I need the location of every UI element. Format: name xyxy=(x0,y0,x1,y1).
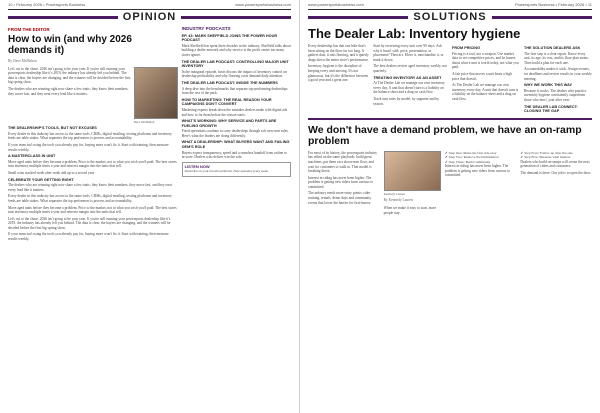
section-title-opinion: OPINION xyxy=(122,11,177,23)
editor-paragraph: If your team isn't using the tools you already pay for, buying more won't fix it. Start with training, then measure results weekly. xyxy=(8,142,169,152)
left-folio: 10 • February 2026 • Powersports Business xyxy=(8,2,86,7)
step-item: ✓ Step One: Make the first ride easy xyxy=(445,151,517,155)
author-photo-caption: Kennedy Lauren xyxy=(383,191,405,196)
editor-byline: By Dave McMahon xyxy=(8,59,37,63)
podcast-summary: In the inaugural episode, hosts discuss the impact of inventory control on dealership profitability and why flooring costs demand daily attention. xyxy=(181,69,287,79)
on-ramp-headline: We don't have a demand problem, we have an on-ramp problem xyxy=(308,123,582,148)
left-folio-bar xyxy=(8,0,291,10)
article-paragraph: Because it works. The dealers who practice inventory hygiene consistently outperform those who don't, year after year. xyxy=(524,88,587,102)
podcasts-column xyxy=(182,27,291,244)
podcasts-kicker: INDUSTRY PODCASTS xyxy=(181,26,231,31)
podcast-title[interactable]: WHAT'S WORKING: WHY SERVICE AND PARTS ARE FUELING GROWTH xyxy=(181,119,277,128)
dealer-lab-headline: The Dealer Lab: Inventory hygiene xyxy=(308,26,521,41)
podcast-summary: Marketing experts break down the mistakes dealers make with digital ads and how to fix them before the season starts. xyxy=(181,107,288,117)
article-subhead: THE SOLUTION DEALERS ASK xyxy=(524,46,581,50)
editor-column xyxy=(8,27,178,244)
step-item: ✓ Step Two: Remove the intimidation xyxy=(445,155,517,159)
podcast-summary: Fixed operations continue to carry dealerships through soft new-unit sales. Here's what the leaders are doing differently. xyxy=(181,129,289,138)
article-paragraph: Every dealership has that one bike that's been sitting on the floor far too long. It gathers dust, it eats flooring, and it quietly drags down the entire store's performance. xyxy=(308,44,369,62)
step-item: ✓ Step Four: Follow up after the sale xyxy=(520,151,592,155)
left-site: www.powersportsbusiness.com xyxy=(235,2,291,7)
feature-paragraph: For most of its history, the powersports industry has relied on the same playbook: build great machines, put them on a showroom floor, and wait for customers to walk in. That model is breaking down. xyxy=(308,150,378,174)
article-paragraph: The best dealers review aged inventory weekly, not quarterly. xyxy=(373,64,448,73)
editor-paragraph: The dealers who are winning right now share a few traits: they know their numbers, they move fast, and they treat every lead like it matters. xyxy=(8,183,172,192)
steps-list xyxy=(445,151,517,164)
step-item: ✓ Step Three: Build community xyxy=(445,160,517,164)
feature-paragraph: Interest in riding has never been higher. The problem is getting new riders from curious to committed. xyxy=(308,175,374,189)
right-folio: Powersports Business • February 2026 • 11 xyxy=(515,2,592,7)
right-site: www.powersportsbusiness.com xyxy=(308,2,364,7)
article-subhead: THE DEALER LAB CONNECT: CLOSING THE GAP xyxy=(524,104,578,114)
editor-paragraph: Let's cut to the chase. 2026 isn't going to be your year. If you're still running your powersports dealership like it's 2019, the industry has already left you behind. The data is clear, the buyers are changing, and the winners will be decided before the first big spring show. xyxy=(8,216,171,230)
promo-heading: LISTEN NOW xyxy=(184,163,210,169)
podcast-title[interactable]: HOW TO MARKETING: THE REAL REASON YOUR CAMPAIGNS DON'T CONVERT xyxy=(181,97,272,107)
right-folio-bar xyxy=(308,0,592,10)
editor-paragraph: The dealers who are winning right now share a few traits: they know their numbers, they move fast, and they treat every lead like it matters. xyxy=(8,86,129,96)
editor-paragraph: Let's cut to the chase. 2026 isn't going to be your year. If you're still running your powersports dealership like it's 2019, the industry has already left you behind. The data is clear, the buyers are changing, and the winners will be decided before the first big spring show. xyxy=(8,66,131,85)
article-paragraph: Start by reviewing every unit over 90 days. Ask why it hasn't sold: price, presentation, or placement? Then act. Move it, merchandise it, or mark it down. xyxy=(373,44,444,62)
editor-subhead: CELEBRATE YOUR GETTING RIGHT xyxy=(8,177,74,182)
editor-photo-caption: Dave McMahon xyxy=(133,119,155,124)
promo-text: Subscribe on your favorite platform. New episodes every week. xyxy=(184,169,269,174)
right-page xyxy=(300,0,600,413)
article-paragraph: Accountability makes it stick. Assign owners, set deadlines and review results in your weekly meeting. xyxy=(524,67,592,81)
article-paragraph: A fair price that moves a unit beats a high price that doesn't. xyxy=(452,71,512,81)
steps-list xyxy=(520,151,592,160)
article-paragraph: Pricing is a tool, not a weapon. Use market data to set competitive prices, and be honest about what a unit is worth today, not what you paid. xyxy=(452,51,519,70)
feature-paragraph: The demand is there. Our job is to open the door. xyxy=(520,170,591,175)
on-ramp-feature xyxy=(308,118,592,217)
section-title-solutions: SOLUTIONS xyxy=(413,11,487,23)
article-subhead: WHY WE WORK THIS WAY xyxy=(524,83,573,88)
editor-paragraph: Every dealer in this industry has access to the same tools. CRMs, digital retailing, texting platforms and inventory feeds are table stakes. What separates the top performers is process and accountability. xyxy=(8,194,172,203)
opinion-section-band xyxy=(8,11,291,23)
podcast-summary: Buyers expect transparency, speed and a seamless handoff from online to in-store. Dealers who deliver win the sale. xyxy=(181,150,287,160)
editor-subhead: A MASTERCLASS IN UNIT xyxy=(8,154,56,159)
podcast-title[interactable]: EP. 43: MARK SHEFFIELD JOINS THE POWER HOUR PODCAST xyxy=(181,33,278,43)
author-photo xyxy=(384,151,441,191)
feature-paragraph: When we make it easy to start, more people stay. xyxy=(383,205,437,215)
podcast-title[interactable]: THE DEALER LAB PODCAST: INSIDE THE NUMBERS xyxy=(181,80,278,85)
article-subhead: TREATING INVENTORY AS AN ASSET xyxy=(373,75,442,80)
podcast-title[interactable]: THE DEALER LAB PODCAST: CONTROLLING MAJOR UNIT INVENTORY xyxy=(181,59,289,69)
feature-paragraph: Interest in riding has never been higher. The problem is getting new riders from curious to committed. xyxy=(444,163,511,178)
editor-kicker: FROM THE EDITOR xyxy=(8,27,50,32)
podcast-title[interactable]: WHAT A DEALERSHIP: WHAT BUYERS WANT AND FAILING OEM'S ROLE xyxy=(181,140,290,150)
article-paragraph: Track turn rates by model, by segment and by season. xyxy=(373,96,440,106)
article-paragraph: Inventory hygiene is the discipline of keeping every unit moving. It's not glamorous, but it's the difference between a good year and a great one. xyxy=(308,64,369,83)
editor-paragraph: Small wins stacked week after week add up to a record year. xyxy=(8,170,95,175)
dealer-lab-article xyxy=(308,44,592,115)
podcast-summary: Mark Sheffield has spent three decades in the industry. Sheffield talks about building a dealer network and why service is the profit center too many stores ignore. xyxy=(181,43,291,57)
feature-byline: By Kennedy Lauren xyxy=(383,198,413,203)
podcast-promo-box[interactable] xyxy=(182,162,291,177)
editor-paragraph: Move aged units before they become a problem. Price to the market, not to what you wish you'd paid. The best stores turn inventory multiple times a year and reinvest margin into the units that sell. xyxy=(8,159,177,169)
editor-paragraph: Every dealer in this industry has access to the same tools. CRMs, digital retailing, texting platforms and inventory feeds are table stakes. What separates the top performers is process and accountability. xyxy=(8,131,172,141)
podcast-summary: A deep dive into the benchmarks that separate top-performing dealerships from the rest of the pack. xyxy=(181,86,288,96)
editor-photo xyxy=(134,67,178,119)
article-paragraph: The first step is a clear report. Know every unit, its age, its cost, and its floor plan status. Then build a plan for each one. xyxy=(524,51,589,65)
article-subhead: FROM PRICING xyxy=(452,46,481,50)
feature-paragraph: The industry needs more entry points: rider training, rentals, demo days and community events that lower the barrier for first-timers. xyxy=(308,191,372,205)
editor-subhead: THE DEALERSHIP'S TOOLS, BUT NOT EXCUSES xyxy=(8,126,97,131)
step-item: ✓ Step Five: Measure what matters xyxy=(520,155,592,159)
editor-paragraph: If your team isn't using the tools you already pay for, buying more won't fix it. Start with training, then measure results weekly. xyxy=(8,232,169,242)
article-paragraph: At The Dealer Lab we manage our own inventory every day. A unit that doesn't turn is a liability on the balance sheet and a drag on cash flow. xyxy=(373,81,445,95)
solutions-section-band xyxy=(308,11,592,23)
article-paragraph: At The Dealer Lab we manage our own inventory every day. A unit that doesn't turn is a liability on the balance sheet and a drag on cash flow. xyxy=(452,83,519,101)
editor-paragraph: Move aged units before they become a problem. Price to the market, not to what you wish you'd paid. The best stores turn inventory multiple times a year and reinvest margin into the units that sell. xyxy=(8,205,177,215)
feature-paragraph: Dealers who build on-ramps will create the next generation of riders and customers. xyxy=(520,159,590,169)
editor-headline: How to win (and why 2026 demands it) xyxy=(8,34,132,56)
